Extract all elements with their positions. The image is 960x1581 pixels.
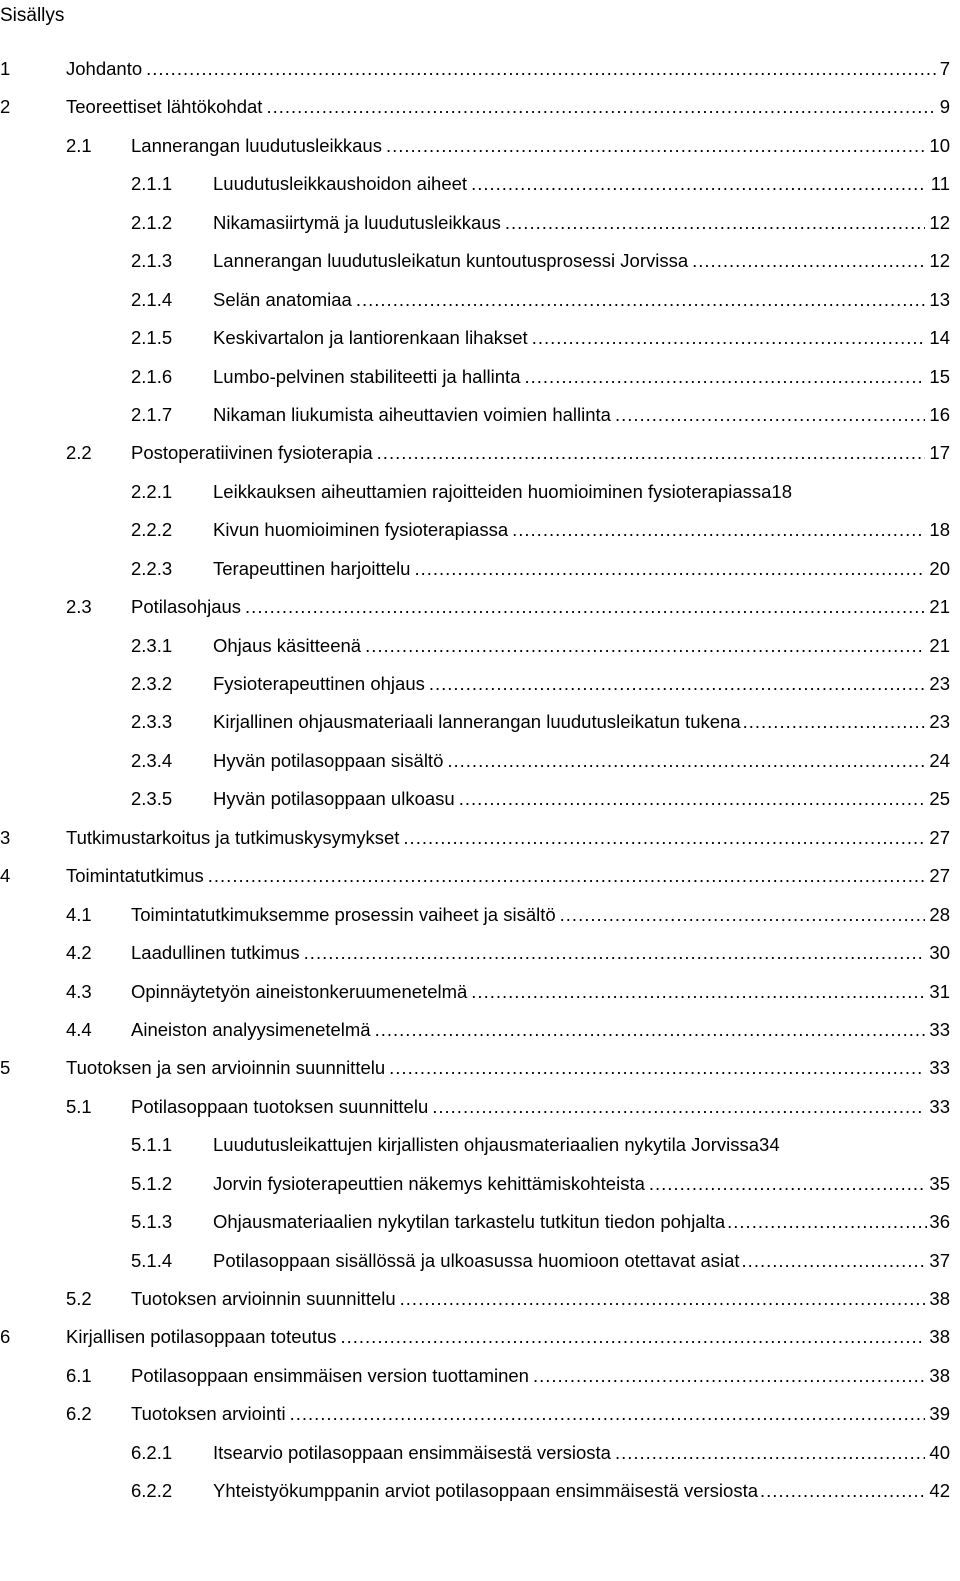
- toc-entry[interactable]: [0, 319, 950, 357]
- toc-entry-body: [66, 88, 950, 126]
- toc-entry-title: Luudutusleikkaushoidon aiheet: [213, 173, 468, 195]
- toc-entry-body: [213, 1165, 950, 1203]
- toc-entry-number: 2.1.4: [131, 288, 173, 310]
- toc-dot-leader: [403, 819, 925, 857]
- toc-entry-title: Tuotoksen ja sen arvioinnin suunnittelu: [66, 1057, 386, 1079]
- toc-entry-page-number: 21: [929, 634, 950, 656]
- toc-entry-title: Luudutusleikattujen kirjallisten ohjausmateriaalien nykytila Jorvissa: [213, 1134, 760, 1156]
- toc-entry-page-number: 9: [939, 96, 950, 118]
- toc-entry-body: [131, 1357, 950, 1395]
- toc-entry-number: 5.1: [66, 1095, 92, 1117]
- toc-entry-body: [131, 588, 950, 626]
- toc-dot-leader: [459, 780, 926, 818]
- toc-entry-number: 2.1.3: [131, 250, 173, 272]
- toc-entry-body: [213, 550, 950, 588]
- toc-entry[interactable]: [0, 1318, 950, 1356]
- toc-entry-number: 2.1.1: [131, 173, 173, 195]
- toc-entry[interactable]: [0, 896, 950, 934]
- toc-entry-page-number: 23: [929, 673, 950, 694]
- toc-dot-leader: [525, 358, 926, 396]
- toc-entry-title: Fysioterapeuttinen ohjaus: [213, 673, 425, 694]
- toc-entry-title: Teoreettiset lähtökohdat: [66, 96, 263, 118]
- toc-entry-number: 2.3.4: [131, 749, 173, 771]
- toc-entry-body: [213, 1434, 950, 1472]
- toc-entry-number: 2.3.5: [131, 788, 173, 810]
- toc-entry-page-number: 17: [929, 442, 950, 464]
- toc-entry-page-number: 25: [929, 788, 950, 810]
- toc-entry[interactable]: [0, 358, 950, 396]
- toc-entry-title: Toimintatutkimus: [66, 865, 204, 887]
- toc-entry-page-number: 35: [929, 1172, 950, 1194]
- toc-entry[interactable]: [0, 588, 950, 626]
- toc-entry[interactable]: [0, 473, 950, 511]
- toc-entry-page-number: 27: [929, 826, 950, 848]
- toc-dot-leader: [532, 319, 926, 357]
- toc-entry-number: 2.2.2: [131, 519, 173, 541]
- toc-entry-title: Lannerangan luudutusleikatun kuntoutusprosessi Jorvissa: [213, 250, 689, 272]
- toc-entry-title: Opinnäytetyön aineistonkeruumenetelmä: [131, 980, 468, 1002]
- toc-entry-page-number: 7: [939, 58, 950, 79]
- toc-dot-leader: [447, 742, 925, 780]
- toc-dot-leader: [742, 1242, 928, 1280]
- toc-dot-leader: [304, 934, 926, 972]
- toc-entry[interactable]: [0, 50, 950, 88]
- toc-entry[interactable]: [0, 1434, 950, 1472]
- toc-dot-leader: [290, 1395, 926, 1433]
- toc-entry-title: Kirjallinen ohjausmateriaali lannerangan luudutusleikatun tukena: [213, 711, 741, 733]
- toc-entry[interactable]: [0, 1088, 950, 1126]
- toc-entry-body: [213, 703, 950, 741]
- toc-entry-title: Postoperatiivinen fysioterapia: [131, 442, 373, 464]
- toc-entry-number: 2.3: [66, 596, 92, 618]
- toc-entry-page-number: 36: [929, 1211, 950, 1233]
- toc-entry-page-number: 33: [929, 1095, 950, 1117]
- toc-entry-page-number: 38: [929, 1326, 950, 1348]
- toc-entry[interactable]: [0, 1280, 950, 1318]
- toc-entry-body: [213, 1126, 950, 1164]
- toc-dot-leader: [471, 165, 927, 203]
- toc-entry[interactable]: [0, 1395, 950, 1433]
- toc-entry-page-number: 31: [929, 980, 950, 1002]
- toc-entry[interactable]: [0, 742, 950, 780]
- toc-dot-leader: [760, 1472, 927, 1510]
- toc-entry-number: 4.2: [66, 942, 92, 964]
- toc-entry-number: 6.2: [66, 1403, 92, 1425]
- toc-entry-number: 2.2.3: [131, 557, 173, 579]
- toc-entry-page-number: 11: [930, 173, 950, 195]
- toc-entry-body: [213, 281, 950, 319]
- toc-entry-title: Keskivartalon ja lantiorenkaan lihakset: [213, 327, 528, 349]
- toc-dot-leader: [386, 127, 925, 165]
- toc-entry[interactable]: [0, 934, 950, 972]
- toc-entry-body: [213, 165, 950, 203]
- toc-entry-body: [213, 511, 950, 549]
- toc-entry[interactable]: [0, 1472, 950, 1510]
- toc-entry-body: [131, 1088, 950, 1126]
- toc-entry-number: 6.1: [66, 1364, 92, 1386]
- toc-dot-leader: [505, 204, 926, 242]
- toc-dot-leader: [266, 88, 935, 126]
- toc-entry-page-number: 30: [929, 942, 950, 964]
- toc-entry-number: 4.3: [66, 980, 92, 1002]
- toc-entry[interactable]: [0, 1203, 950, 1241]
- toc-entry-body: [66, 50, 950, 88]
- toc-entry-title: Lannerangan luudutusleikkaus: [131, 134, 382, 156]
- toc-entry-body: [131, 1280, 950, 1318]
- toc-entry-title: Itsearvio potilasoppaan ensimmäisestä versiosta: [213, 1441, 611, 1463]
- toc-dot-leader: [692, 242, 925, 280]
- toc-entry[interactable]: [0, 780, 950, 818]
- toc-entry-page-number: 33: [929, 1057, 950, 1079]
- toc-entry-body: [131, 1395, 950, 1433]
- toc-entry[interactable]: [0, 511, 950, 549]
- toc-entry-title: Terapeuttinen harjoittelu: [213, 557, 411, 579]
- toc-entry[interactable]: [0, 1011, 950, 1049]
- toc-entry-body: [213, 319, 950, 357]
- toc-entry-page-number: 37: [929, 1249, 950, 1271]
- toc-entry[interactable]: [0, 857, 950, 895]
- toc-entry-page-number: 27: [929, 865, 950, 887]
- toc-entry-page-number: 10: [929, 134, 950, 156]
- toc-entry-page-number: 40: [929, 1441, 950, 1463]
- toc-entry-number: 6.2.1: [131, 1441, 173, 1463]
- toc-entry-title: Nikaman liukumista aiheuttavien voimien hallinta: [213, 403, 611, 425]
- toc-dot-leader: [365, 627, 925, 665]
- toc-entry-title: Ohjaus käsitteenä: [213, 634, 362, 656]
- toc-entry-number: 2.3.2: [131, 673, 173, 694]
- toc-entry[interactable]: [0, 973, 950, 1011]
- toc-dot-leader: [400, 1280, 926, 1318]
- toc-entry-page-number: 42: [929, 1480, 950, 1502]
- toc-entry-number: 2.1: [66, 134, 92, 156]
- toc-dot-leader: [727, 1203, 927, 1241]
- toc-entry-page-number: 28: [929, 903, 950, 925]
- toc-dot-leader: [414, 550, 925, 588]
- toc-entry-title: Leikkauksen aiheuttamien rajoitteiden huomioiminen fysioterapiassa: [213, 480, 772, 502]
- toc-entry-title: Selän anatomiaa: [213, 288, 352, 310]
- toc-dot-leader: [615, 396, 925, 434]
- toc-dot-leader: [649, 1165, 926, 1203]
- toc-dot-leader: [743, 703, 928, 741]
- toc-entry-page-number: 18: [929, 519, 950, 541]
- toc-entry-number: 2.1.7: [131, 403, 173, 425]
- toc-entry[interactable]: [0, 1242, 950, 1280]
- toc-entry-body: [131, 973, 950, 1011]
- toc-dot-leader: [533, 1357, 925, 1395]
- toc-dot-leader: [375, 1011, 926, 1049]
- toc-entry-number: 5.1.2: [131, 1172, 173, 1194]
- toc-entry[interactable]: [0, 242, 950, 280]
- toc-entry-number: 2.2: [66, 442, 92, 464]
- toc-entry-title: Tuotoksen arvioinnin suunnittelu: [131, 1288, 396, 1309]
- toc-entry-number: 2.1.6: [131, 365, 173, 387]
- toc-dot-leader: [432, 1088, 925, 1126]
- toc-entry-number: 5.1.3: [131, 1211, 173, 1233]
- toc-entry-page-number: 16: [929, 403, 950, 425]
- toc-entry-body: [213, 1472, 950, 1510]
- toc-entry-number: 4: [0, 865, 11, 887]
- toc-entry-number: 5.1.4: [131, 1249, 173, 1271]
- toc-entry-number: 5.2: [66, 1288, 92, 1309]
- toc-entry-page-number: 39: [929, 1403, 950, 1425]
- toc-entry-body: [213, 204, 950, 242]
- toc-entry-body: [131, 127, 950, 165]
- toc-entry-body: [213, 358, 950, 396]
- toc-entry-number: 2.2.1: [131, 480, 173, 502]
- toc-entry-page-number: 13: [929, 288, 950, 310]
- toc-entry[interactable]: [0, 165, 950, 203]
- toc-entry-page-number: 20: [929, 557, 950, 579]
- toc-entry-body: [66, 1318, 950, 1356]
- toc-dot-leader: [245, 588, 925, 626]
- toc-entry-page-number: 34: [759, 1134, 780, 1156]
- toc-entry-title: Laadullinen tutkimus: [131, 942, 300, 964]
- toc-entry-body: [131, 896, 950, 934]
- toc-entry-page-number: 18: [771, 480, 792, 502]
- toc-entry[interactable]: [0, 1357, 950, 1395]
- toc-entry-number: 1: [0, 58, 11, 79]
- toc-entry-number: 6: [0, 1326, 11, 1348]
- toc-entry[interactable]: [0, 88, 950, 126]
- toc-entry-body: [131, 1011, 950, 1049]
- toc-entry[interactable]: [0, 1126, 950, 1164]
- toc-entry-number: 3: [0, 826, 11, 848]
- toc-dot-leader: [471, 973, 925, 1011]
- toc-dot-leader: [615, 1434, 925, 1472]
- toc-entry-body: [131, 934, 950, 972]
- toc-entry-page-number: 23: [929, 711, 950, 733]
- toc-entry-title: Ohjausmateriaalien nykytilan tarkastelu tutkitun tiedon pohjalta: [213, 1211, 726, 1233]
- toc-entry-number: 4.1: [66, 903, 92, 925]
- toc-entry-body: [213, 742, 950, 780]
- toc-entry-title: Johdanto: [66, 58, 143, 79]
- toc-entry-title: Hyvän potilasoppaan ulkoasu: [213, 788, 455, 810]
- toc-entry[interactable]: [0, 627, 950, 665]
- toc-entry-title: Jorvin fysioterapeuttien näkemys kehittämiskohteista: [213, 1172, 645, 1194]
- toc-entry[interactable]: [0, 434, 950, 472]
- toc-entry-body: [131, 434, 950, 472]
- toc-entry[interactable]: [0, 1049, 950, 1087]
- toc-entry[interactable]: [0, 204, 950, 242]
- toc-entry[interactable]: [0, 550, 950, 588]
- toc-dot-leader: [208, 857, 926, 895]
- toc-entry-body: [66, 1049, 950, 1087]
- toc-entry-body: [66, 819, 950, 857]
- toc-dot-leader: [429, 665, 926, 703]
- toc-entry-number: 5: [0, 1057, 11, 1079]
- toc-entry-body: [213, 780, 950, 818]
- toc-entry-title: Potilasoppaan tuotoksen suunnittelu: [131, 1095, 429, 1117]
- toc-entry-title: Potilasoppaan sisällössä ja ulkoasussa huomioon otettavat asiat: [213, 1249, 740, 1271]
- toc-entry-number: 2.3.3: [131, 711, 173, 733]
- toc-entry-title: Tuotoksen arviointi: [131, 1403, 286, 1425]
- toc-entry-title: Toimintatutkimuksemme prosessin vaiheet ja sisältö: [131, 903, 556, 925]
- page-title: Sisällys: [0, 5, 65, 26]
- toc-dot-leader: [512, 511, 925, 549]
- toc-entry-title: Nikamasiirtymä ja luudutusleikkaus: [213, 211, 501, 233]
- toc-entry-title: Kirjallisen potilasoppaan toteutus: [66, 1326, 337, 1348]
- toc-entry-title: Lumbo-pelvinen stabiliteetti ja hallinta: [213, 365, 521, 387]
- toc-entry-title: Tutkimustarkoitus ja tutkimuskysymykset: [66, 826, 400, 848]
- toc-entry[interactable]: [0, 819, 950, 857]
- toc-entry-page-number: 15: [929, 365, 950, 387]
- toc-dot-leader: [560, 896, 926, 934]
- toc-dot-leader: [389, 1049, 925, 1087]
- toc-entry-body: [213, 242, 950, 280]
- toc-entry-number: 2.3.1: [131, 634, 173, 656]
- toc-entry-body: [213, 1242, 950, 1280]
- toc-entry-number: 6.2.2: [131, 1480, 173, 1502]
- toc-entry-page-number: 12: [929, 211, 950, 233]
- toc-entry-title: Potilasoppaan ensimmäisen version tuottaminen: [131, 1364, 529, 1386]
- toc-entry-body: [213, 473, 950, 511]
- toc-entry-page-number: 12: [929, 250, 950, 272]
- toc-dot-leader: [340, 1318, 925, 1356]
- toc-entry[interactable]: [0, 396, 950, 434]
- toc-entry[interactable]: [0, 1165, 950, 1203]
- toc-entry[interactable]: [0, 127, 950, 165]
- toc-entry-page-number: 21: [929, 596, 950, 618]
- toc-entry-title: Potilasohjaus: [131, 596, 242, 618]
- toc-entry-body: [213, 1203, 950, 1241]
- toc-entry-title: Hyvän potilasoppaan sisältö: [213, 749, 444, 771]
- toc-entry-page-number: 38: [929, 1288, 950, 1309]
- toc-entry-body: [66, 857, 950, 895]
- toc-entry-title: Aineiston analyysimenetelmä: [131, 1018, 371, 1040]
- toc-entry-body: [213, 627, 950, 665]
- toc-entry-page-number: 14: [929, 327, 950, 349]
- toc-dot-leader: [356, 281, 926, 319]
- toc-entry-page-number: 33: [929, 1018, 950, 1040]
- toc-entry-number: 4.4: [66, 1018, 92, 1040]
- toc-entry[interactable]: [0, 665, 950, 703]
- toc-entry-number: 2.1.2: [131, 211, 173, 233]
- toc-entry-page-number: 38: [929, 1364, 950, 1386]
- toc-dot-leader: [146, 50, 936, 88]
- toc-entry-body: [213, 396, 950, 434]
- toc-entry-number: 5.1.1: [131, 1134, 173, 1156]
- toc-entry[interactable]: [0, 281, 950, 319]
- toc-entry-number: 2: [0, 96, 11, 118]
- toc-entry-title: Kivun huomioiminen fysioterapiassa: [213, 519, 509, 541]
- toc-entry-title: Yhteistyökumppanin arviot potilasoppaan ensimmäisestä versiosta: [213, 1480, 759, 1502]
- toc-entry-number: 2.1.5: [131, 327, 173, 349]
- table-of-contents: [0, 50, 950, 1511]
- toc-entry-body: [213, 665, 950, 703]
- toc-dot-leader: [377, 434, 926, 472]
- toc-entry-page-number: 24: [929, 749, 950, 771]
- toc-entry[interactable]: [0, 703, 950, 741]
